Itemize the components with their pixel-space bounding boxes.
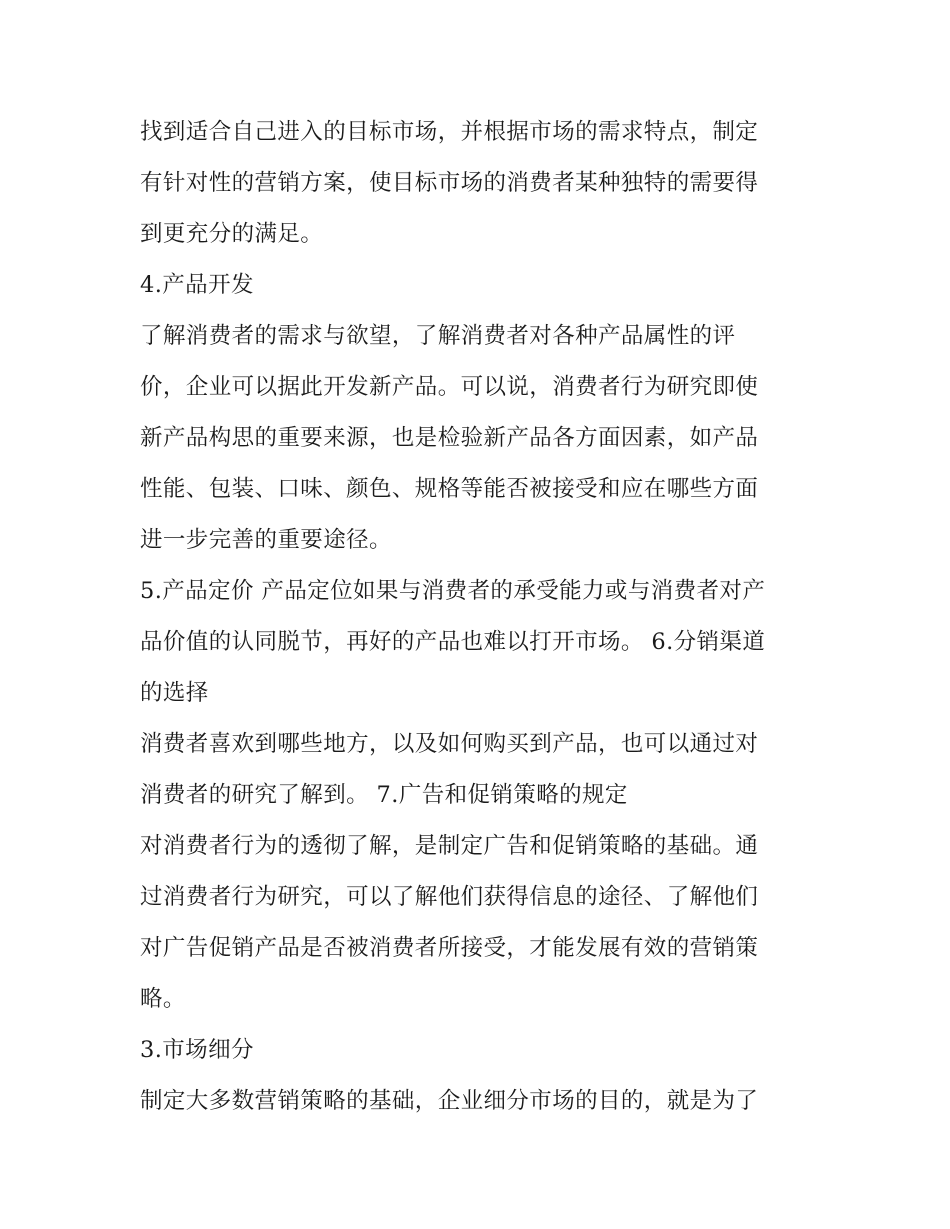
text-line: 消费者的研究了解到。 7.广告和促销策略的规定 bbox=[140, 782, 628, 808]
text-line: 过消费者行为研究，可以了解他们获得信息的途径、了解他们 bbox=[140, 884, 759, 910]
text-line: 了解消费者的需求与欲望，了解消费者对各种产品属性的评 bbox=[140, 323, 736, 349]
section-heading: 4.产品开发 bbox=[140, 272, 254, 298]
text-line: 有针对性的营销方案，使目标市场的消费者某种独特的需要得 bbox=[140, 170, 759, 196]
text-line: 略。 bbox=[140, 986, 186, 1012]
text-line: 消费者喜欢到哪些地方，以及如何购买到产品，也可以通过对 bbox=[140, 731, 759, 757]
text-line: 的选择 bbox=[140, 680, 209, 706]
text-line: 性能、包装、口味、颜色、规格等能否被接受和应在哪些方面 bbox=[140, 476, 759, 502]
text-line: 品价值的认同脱节，再好的产品也难以打开市场。 6.分销渠道 bbox=[140, 629, 766, 655]
text-line: 找到适合自己进入的目标市场，并根据市场的需求特点，制定 bbox=[140, 119, 759, 145]
text-line: 对广告促销产品是否被消费者所接受，才能发展有效的营销策 bbox=[140, 935, 759, 961]
text-line: 新产品构思的重要来源，也是检验新产品各方面因素，如产品 bbox=[140, 425, 759, 451]
text-line: 对消费者行为的透彻了解，是制定广告和促销策略的基础。通 bbox=[140, 833, 759, 859]
text-line: 进一步完善的重要途径。 bbox=[140, 527, 392, 553]
text-line: 制定大多数营销策略的基础，企业细分市场的目的，就是为了 bbox=[140, 1088, 759, 1114]
text-line: 价，企业可以据此开发新产品。可以说，消费者行为研究即使 bbox=[140, 374, 759, 400]
section-heading: 3.市场细分 bbox=[140, 1037, 254, 1063]
text-line: 到更充分的满足。 bbox=[140, 221, 324, 247]
text-line: 5.产品定价 产品定位如果与消费者的承受能力或与消费者对产 bbox=[140, 578, 766, 604]
body-text bbox=[140, 107, 820, 1127]
